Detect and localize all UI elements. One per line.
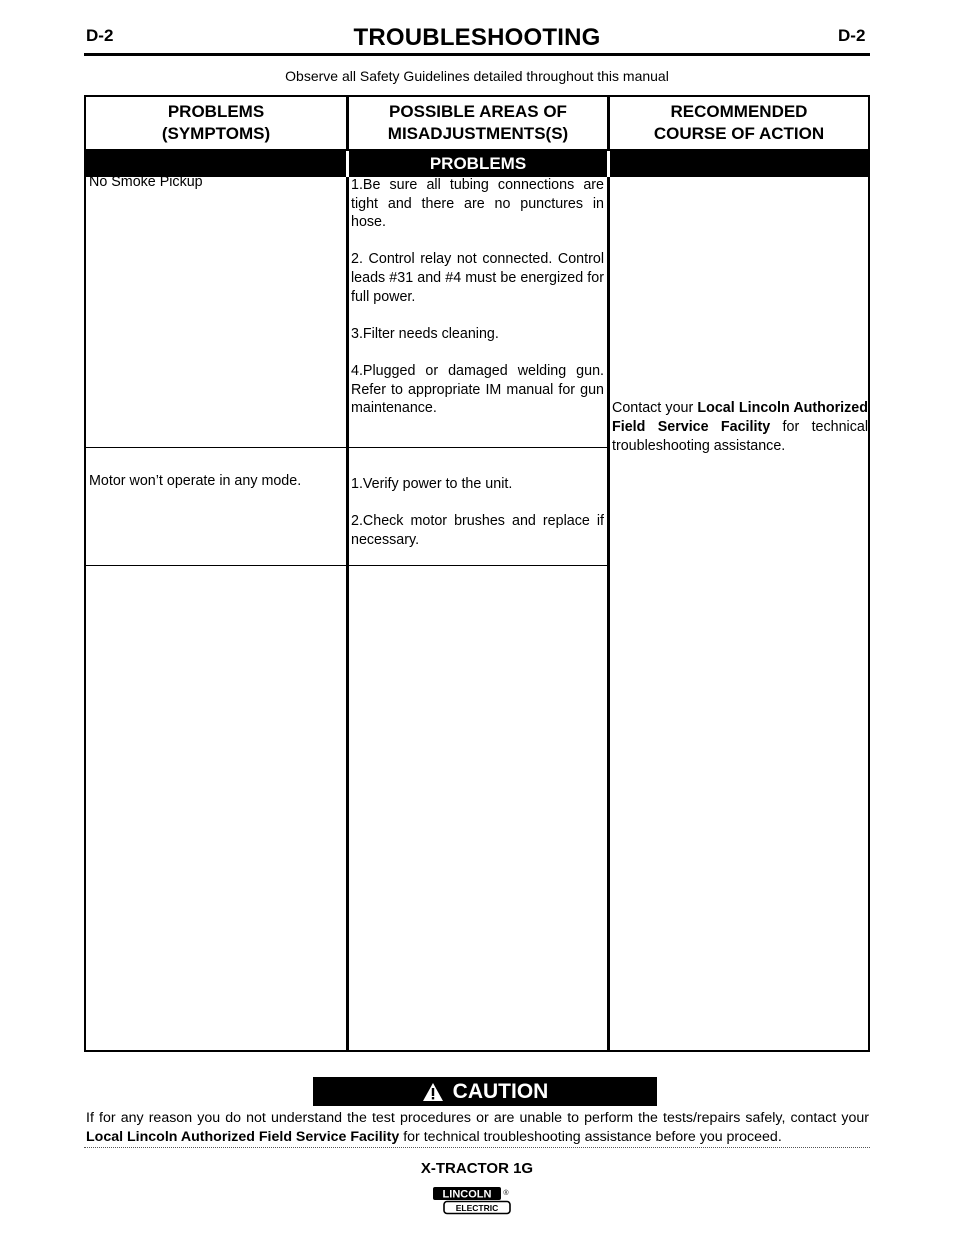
- row-divider: [86, 447, 608, 448]
- lincoln-electric-logo: [432, 1186, 512, 1216]
- caution-text: [86, 1109, 869, 1147]
- action-text: Contact your: [612, 400, 698, 416]
- svg-text:LINCOLN: LINCOLN: [442, 1188, 492, 1201]
- cause-item: 4.Plugged or damaged welding gun. Refer to appropriate IM manual for gun maintenance.: [351, 362, 604, 417]
- warning-icon: [422, 1082, 444, 1102]
- cause-item: 1.Be sure all tubing connections are tight and there are no punctures in hose.: [351, 177, 604, 231]
- recommended-action: [612, 399, 868, 456]
- cause-item: 2. Control relay not connected. Control leads #31 and #4 must be energized for full power.: [351, 251, 604, 305]
- title-rule: [84, 53, 870, 56]
- action-text: for technical troubleshooting assistance.: [612, 419, 869, 454]
- caution-text-part: If for any reason you do not understand the test procedures or are unable to perform the tests/repairs safely, contact your: [86, 1110, 869, 1126]
- row-divider: [86, 565, 608, 566]
- causes-cell: [351, 176, 604, 418]
- section-label: PROBLEMS: [429, 154, 527, 173]
- safety-note: Observe all Safety Guidelines detailed throughout this manual: [285, 68, 669, 84]
- troubleshooting-table: [84, 95, 870, 1052]
- causes-cell: [351, 475, 604, 549]
- cause-item: 3.Filter needs cleaning.: [351, 325, 499, 342]
- column-header-misadjustments: POSSIBLE AREAS OF MISADJUSTMENTS(S): [387, 102, 569, 143]
- cause-item: 1.Verify power to the unit.: [351, 476, 513, 492]
- action-contact: Local Lincoln Authorized Field Service Facility: [612, 400, 868, 435]
- band-divider: [607, 151, 610, 177]
- caution-contact: Local Lincoln Authorized Field Service Facility: [86, 1129, 400, 1145]
- column-divider: [607, 97, 610, 1050]
- column-divider: [346, 97, 349, 1050]
- symptom-cell: Motor won’t operate in any mode.: [89, 473, 302, 489]
- caution-bar: [313, 1077, 657, 1106]
- caution-text-part: for technical troubleshooting assistance before you proceed.: [399, 1129, 782, 1145]
- page-code-left: D-2: [86, 26, 114, 45]
- column-header-symptoms: PROBLEMS (SYMPTOMS): [161, 102, 271, 143]
- symptom-cell: No Smoke Pickup: [89, 174, 203, 190]
- svg-text:®: ®: [503, 1190, 509, 1197]
- cause-item: 2.Check motor brushes and replace if necessary.: [351, 513, 604, 548]
- caution-label: CAUTION: [452, 1079, 549, 1103]
- page-title: TROUBLESHOOTING: [353, 24, 601, 51]
- model-name: X-TRACTOR 1G: [420, 1160, 534, 1177]
- page-code-right: D-2: [838, 26, 866, 45]
- column-header-action: RECOMMENDED COURSE OF ACTION: [653, 102, 825, 143]
- footer-rule: [84, 1147, 870, 1148]
- svg-text:ELECTRIC: ELECTRIC: [455, 1203, 499, 1213]
